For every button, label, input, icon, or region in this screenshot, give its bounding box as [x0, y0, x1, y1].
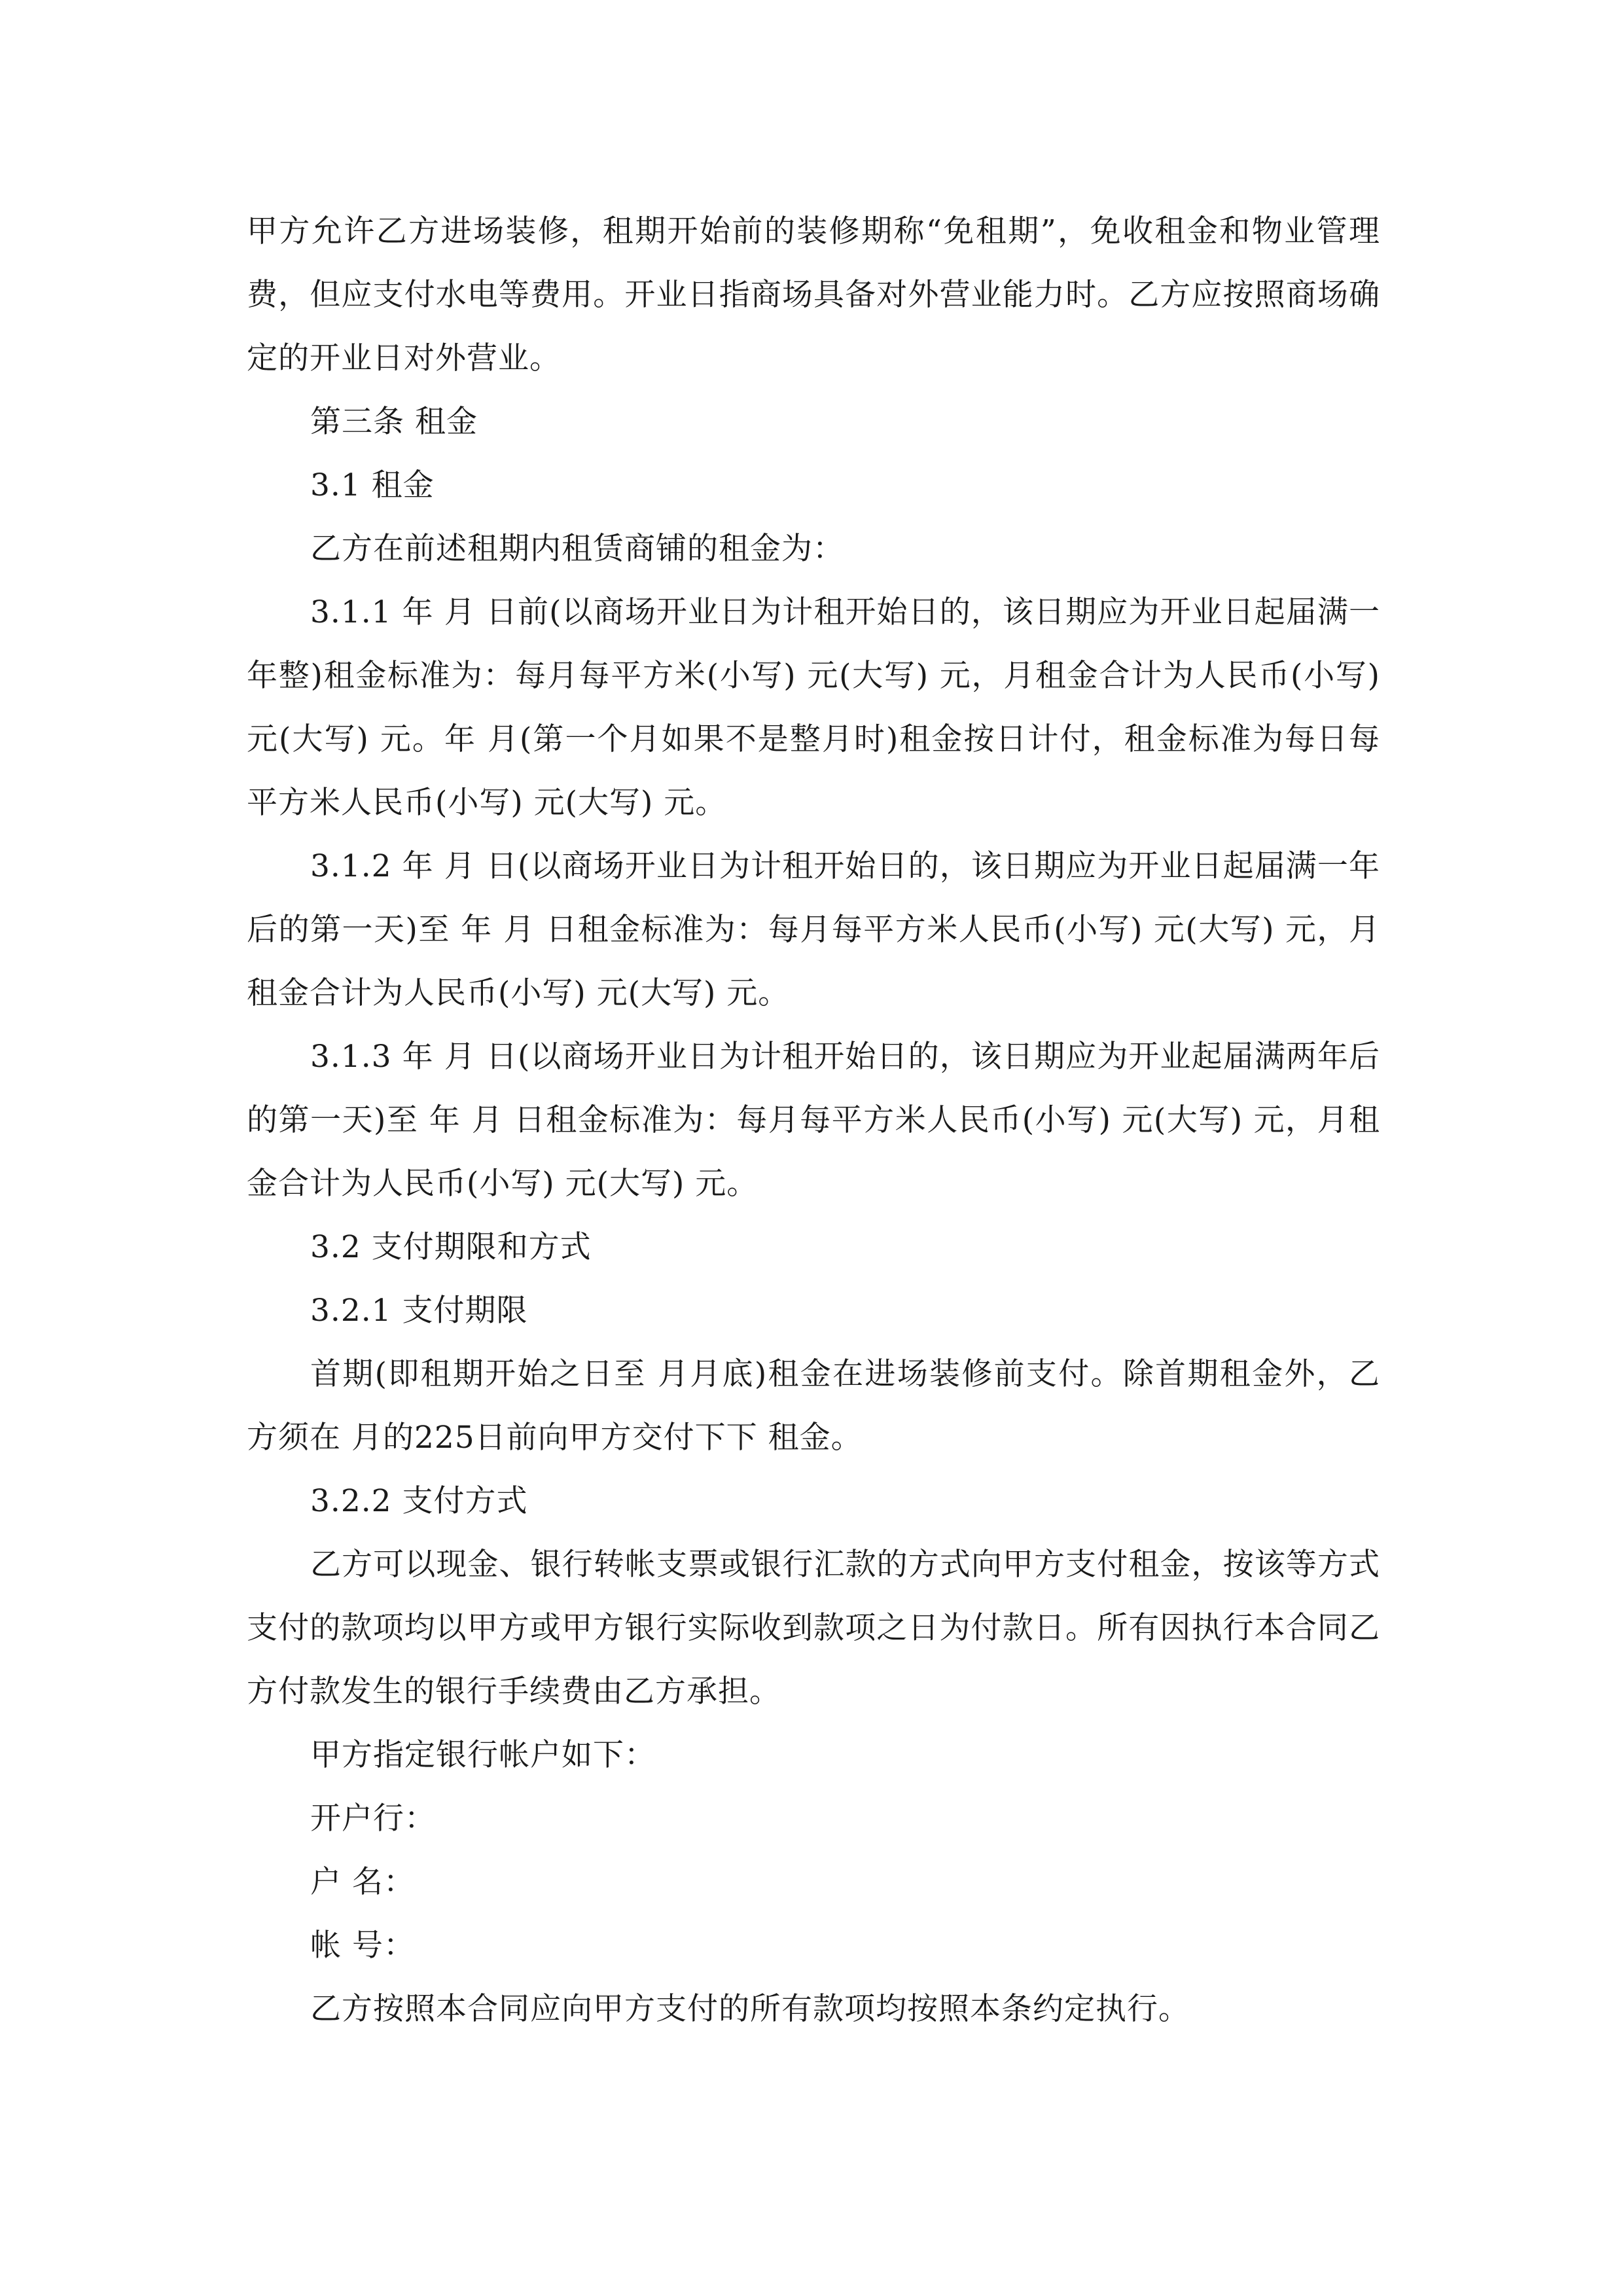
paragraph-3-1-3: 3.1.3 年 月 日(以商场开业日为计租开始日的，该日期应为开业起届满两年后的第一天)至 年 月 日租金标准为：每月每平方米人民币(小写) 元(大写) 元，月租金合计为人民币(小写) 元(大写) 元。 [247, 1039, 1380, 1202]
paragraph-bank-account-intro: 甲方指定银行帐户如下： [310, 1737, 656, 1773]
document-body [247, 200, 1380, 2041]
heading-3-2-payment: 3.2 支付期限和方式 [310, 1229, 592, 1265]
heading-3-2-1-payment-term: 3.2.1 支付期限 [310, 1293, 528, 1329]
paragraph-3-1-1: 3.1.1 年 月 日前(以商场开业日为计租开始日的，该日期应为开业日起届满一年整)租金标准为：每月每平方米(小写) 元(大写) 元，月租金合计为人民币(小写) 元(大写) 元。年 月(第一个月如果不是整月时)租金按日计付，租金标准为每日每平方米人民币(小写) 元(大写) 元。 [247, 594, 1380, 821]
paragraph-renovation-period: 甲方允许乙方进场装修，租期开始前的装修期称“免租期”，免收租金和物业管理费，但应支付水电等费用。开业日指商场具备对外营业能力时。乙方应按照商场确定的开业日对外营业。 [247, 213, 1380, 376]
field-account-name: 户 名： [310, 1864, 415, 1900]
paragraph-closing: 乙方按照本合同应向甲方支付的所有款项均按照本条约定执行。 [310, 1991, 1190, 2027]
heading-3-1-rent: 3.1 租金 [310, 467, 435, 503]
field-bank-name: 开户行： [310, 1801, 436, 1837]
field-account-number: 帐 号： [310, 1928, 415, 1964]
paragraph-payment-method: 乙方可以现金、银行转帐支票或银行汇款的方式向甲方支付租金，按该等方式支付的款项均以甲方或甲方银行实际收到款项之日为付款日。所有因执行本合同乙方付款发生的银行手续费由乙方承担。 [247, 1547, 1380, 1710]
heading-3-2-2-payment-method: 3.2.2 支付方式 [310, 1483, 528, 1519]
paragraph-first-payment: 首期(即租期开始之日至 月月底)租金在进场装修前支付。除首期租金外，乙方须在 月的225日前向甲方交付下下 租金。 [247, 1356, 1380, 1456]
heading-article-3-rent: 第三条 租金 [310, 404, 478, 440]
paragraph-rent-intro: 乙方在前述租期内租赁商铺的租金为： [310, 531, 844, 567]
paragraph-3-1-2: 3.1.2 年 月 日(以商场开业日为计租开始日的，该日期应为开业日起届满一年后的第一天)至 年 月 日租金标准为：每月每平方米人民币(小写) 元(大写) 元，月租金合计为人民币(小写) 元(大写) 元。 [247, 848, 1380, 1011]
